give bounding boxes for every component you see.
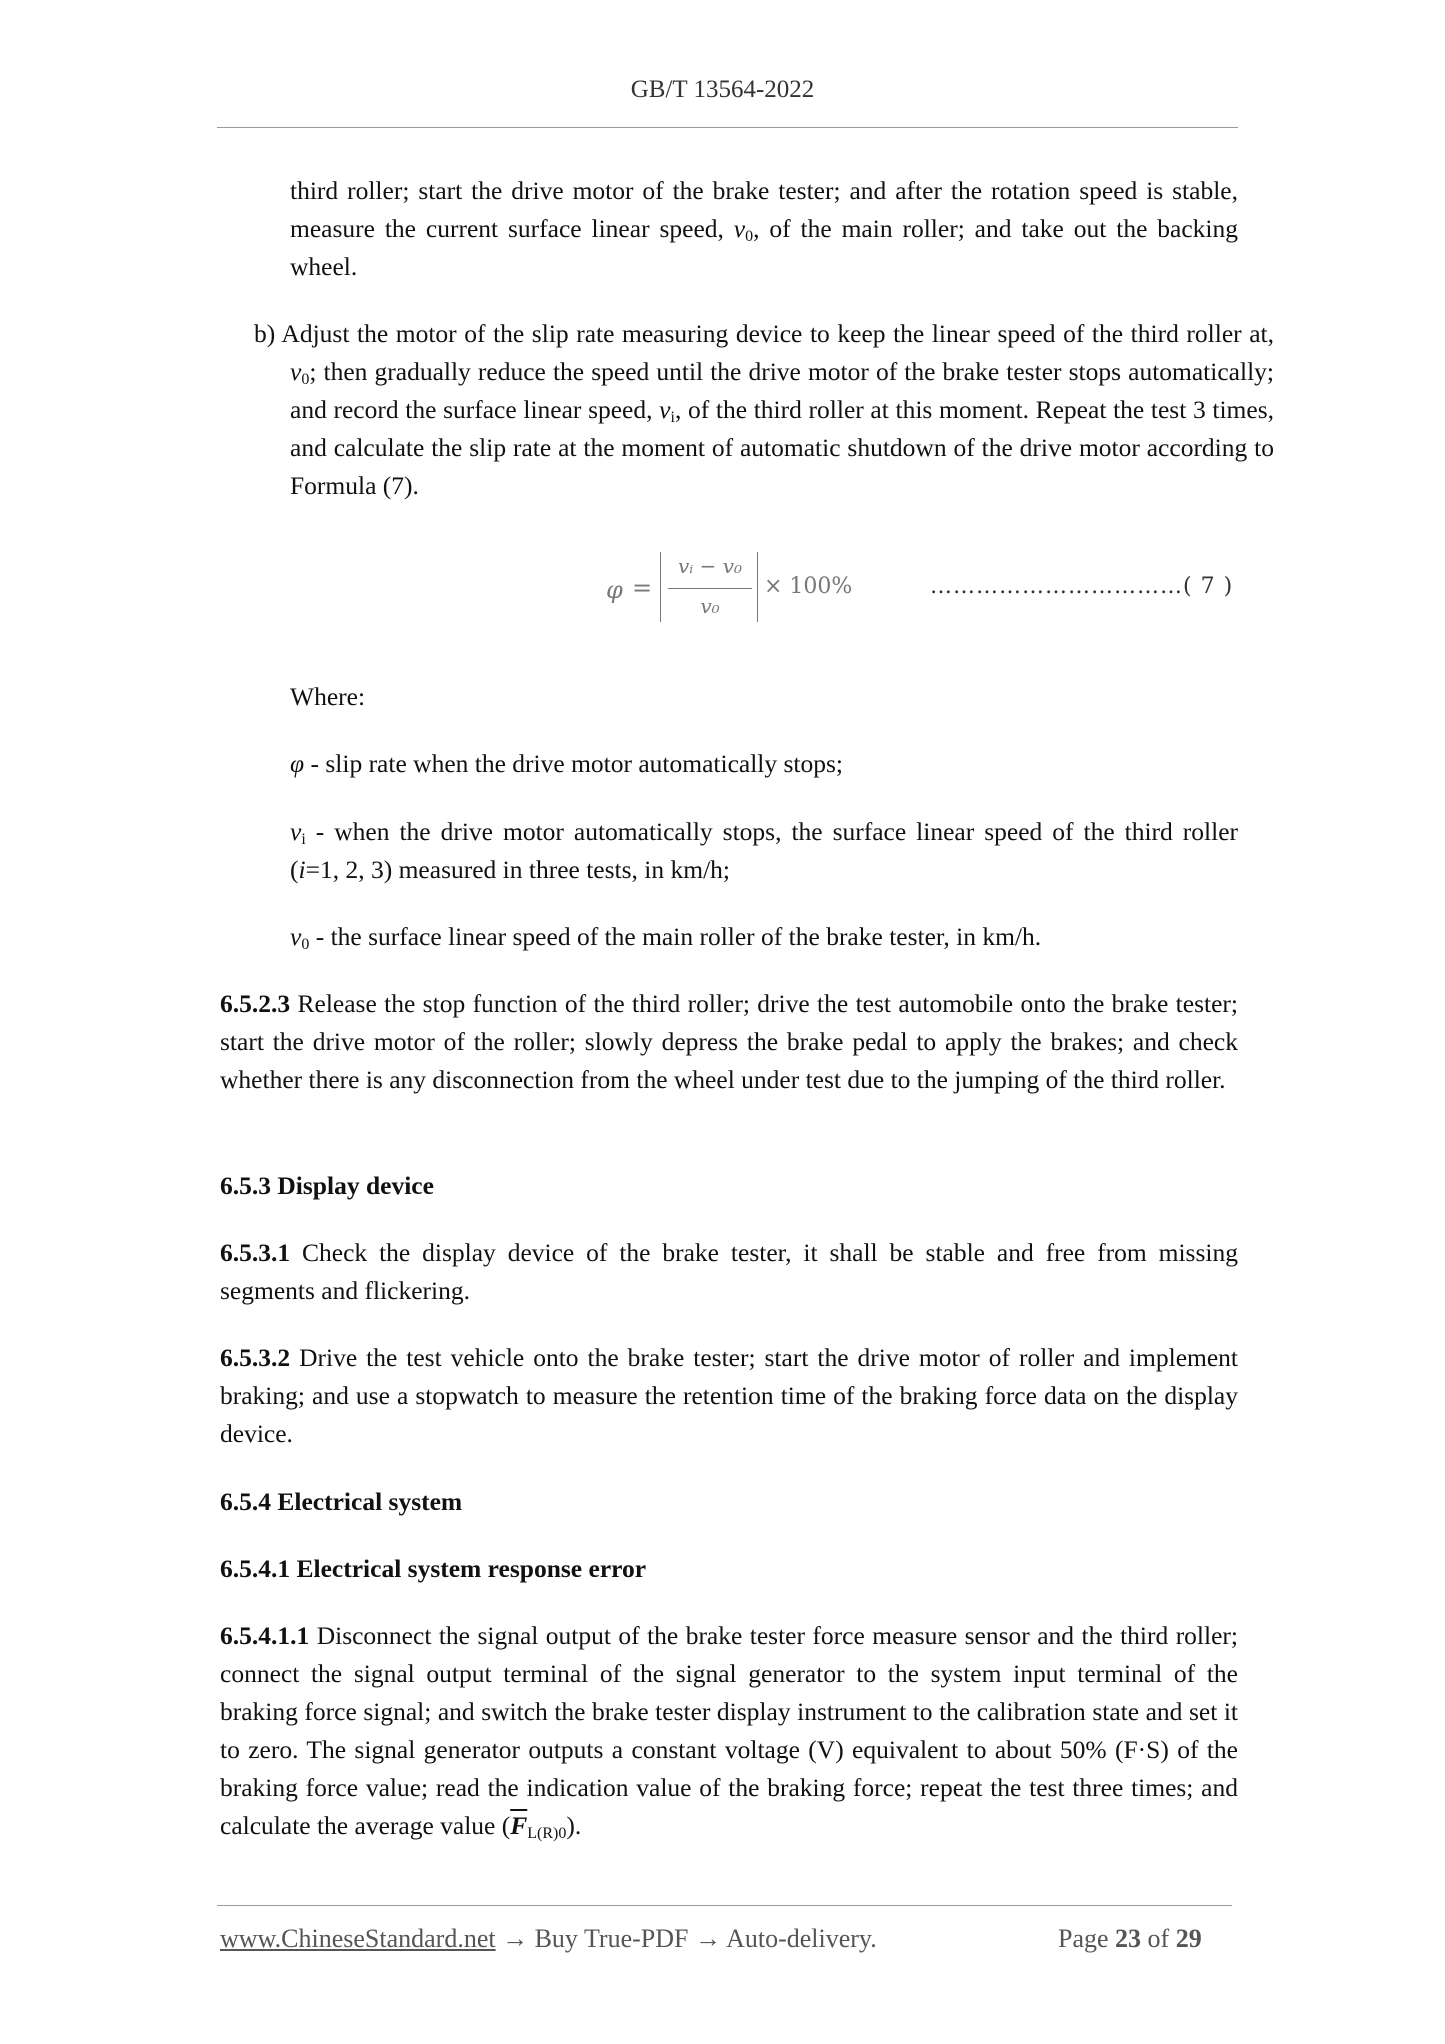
fraction-bar: [668, 588, 752, 589]
mean-braking-force-symbol: $\overline{F}$: [510, 1811, 528, 1840]
header-divider: [217, 127, 1238, 128]
page-indicator: Page 23 of 29: [1058, 1924, 1202, 1953]
buy-pdf-text: Buy True-PDF: [534, 1924, 689, 1953]
where-label: Where:: [290, 682, 366, 711]
definition-phi: φ - slip rate when the drive motor automatically stops;: [290, 749, 844, 778]
footer-divider: [217, 1905, 1232, 1906]
paragraph-a-continuation: third roller; start the drive motor of the brake tester; and after the rotation speed is stable, measure the current surface linear speed, $v_0$, of the main roller; and take out the backing wheel.: [290, 176, 1239, 281]
clause-6-5-3-2: 6.5.3.2 Drive the test vehicle onto the brake tester; start the drive motor of roller and implement braking; and use a stopwatch to measure the retention time of the braking force data on the display device.: [220, 1343, 1238, 1448]
clause-number: 6.5.2.3: [220, 989, 291, 1018]
heading-6-5-3: 6.5.3 Display device: [220, 1171, 434, 1200]
abs-bar-right: [757, 552, 758, 622]
current-page: 23: [1115, 1924, 1142, 1953]
website-link[interactable]: www.ChineseStandard.net: [220, 1924, 496, 1953]
formula-numerator: vᵢ − v₀: [677, 554, 743, 578]
standard-title: GB/T 13564-2022: [630, 76, 815, 103]
abs-bar-left: [660, 552, 661, 622]
arrow-right-icon: →: [688, 1924, 727, 1953]
clause-6-5-4-1-1: 6.5.4.1.1 Disconnect the signal output of the brake tester force measure sensor and the third roller; connect the signal output terminal of the signal generator to the system input terminal of the braking force signal; and switch the brake tester display instrument to the calibration state and set it to zero. The signal generator outputs a constant voltage (V) equivalent to about 50% (F·S) of the braking force value; read the indication value of the braking force; repeat the test three times; and calculate the average value $(\overline{F}_{L(R)0})$.: [220, 1621, 1238, 1842]
total-pages: 29: [1175, 1924, 1202, 1953]
clause-6-5-3-1: 6.5.3.1 Check the display device of the brake tester, it shall be stable and free from missing segments and flickering.: [220, 1238, 1238, 1305]
page-header: [0, 76, 1445, 104]
formula-equals: =: [632, 574, 653, 602]
formula-denominator: v₀: [700, 594, 720, 618]
footer-left: [220, 1924, 877, 1954]
formula-number: ……………………………( 7 ): [930, 574, 1234, 599]
formula-phi: φ: [606, 576, 623, 604]
list-item-b: b) Adjust the motor of the slip rate measuring device to keep the linear speed of the third roller at, $v_0$; then gradually reduce the speed until the drive motor of the brake tester stops automatically; and record the surface linear speed, $v_i$, of the third roller at this moment. Repeat the test 3 times, and calculate the slip rate at the moment of automatic shutdown of the drive motor according to Formula (7).: [254, 319, 1274, 500]
definition-vi: $v_i$ - when the drive motor automatically stops, the surface linear speed of the third roller (i=1, 2, 3) measured in three tests, in km/h;: [290, 817, 1238, 884]
heading-6-5-4: 6.5.4 Electrical system: [220, 1487, 463, 1516]
auto-delivery-text: Auto-delivery.: [726, 1924, 877, 1953]
definition-v0: $v_0$ - the surface linear speed of the main roller of the brake tester, in km/h.: [290, 922, 1042, 953]
clause-6-5-2-3: 6.5.2.3 Release the stop function of the third roller; drive the test automobile onto the brake tester; start the drive motor of the roller; slowly depress the brake pedal to apply the brakes; and check whether there is any disconnection from the wheel under test due to the jumping of the third roller.: [220, 989, 1238, 1094]
heading-6-5-4-1: 6.5.4.1 Electrical system response error: [220, 1554, 647, 1583]
formula-times-100: × 100%: [764, 574, 853, 599]
arrow-right-icon: →: [495, 1924, 535, 1953]
